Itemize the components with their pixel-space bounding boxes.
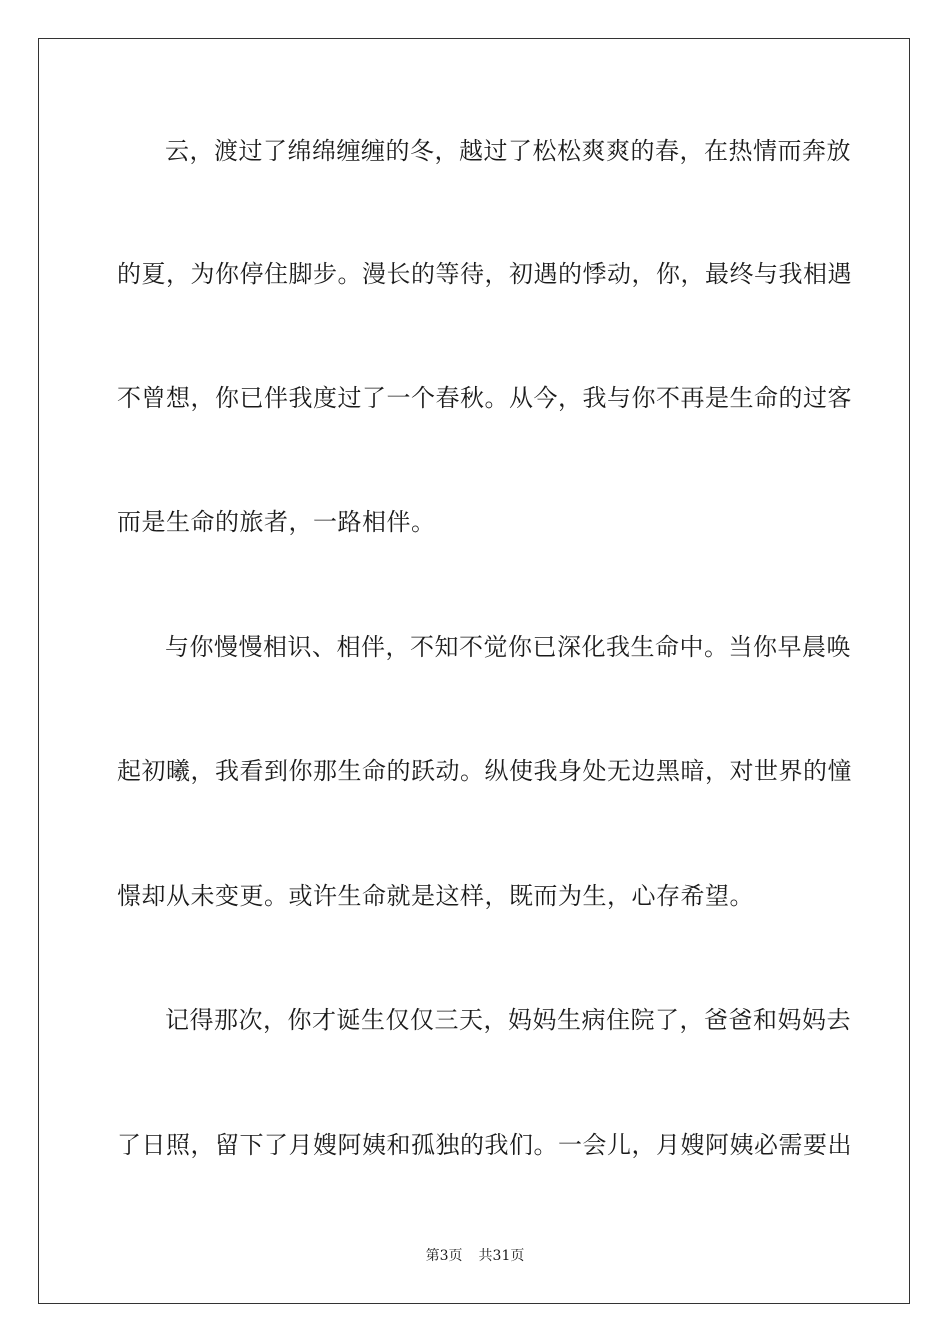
paragraph-line: 云，渡过了绵绵缠缠的冬，越过了松松爽爽的春，在热情而奔放 <box>165 137 851 165</box>
paragraph-line: 憬却从未变更。或许生命就是这样，既而为生，心存希望。 <box>117 882 754 910</box>
paragraph-line: 不曾想，你已伴我度过了一个春秋。从今，我与你不再是生命的过客 <box>117 384 852 412</box>
paragraph-line: 与你慢慢相识、相伴，不知不觉你已深化我生命中。当你早晨唤 <box>165 633 851 661</box>
paragraph-line: 起初曦，我看到你那生命的跃动。纵使我身处无边黑暗，对世界的憧 <box>117 757 852 785</box>
page-border <box>38 38 910 1304</box>
page-number: 第3页 <box>425 1248 463 1264</box>
paragraph-line: 记得那次，你才诞生仅仅三天，妈妈生病住院了，爸爸和妈妈去 <box>165 1006 851 1034</box>
paragraph-line: 了日照，留下了月嫂阿姨和孤独的我们。一会儿，月嫂阿姨必需要出 <box>117 1131 852 1159</box>
page-total: 共31页 <box>478 1248 525 1264</box>
page-footer <box>0 1247 950 1265</box>
paragraph-line: 而是生命的旅者，一路相伴。 <box>117 508 436 536</box>
paragraph-line: 的夏，为你停住脚步。漫长的等待，初遇的悸动，你，最终与我相遇 <box>117 260 852 288</box>
